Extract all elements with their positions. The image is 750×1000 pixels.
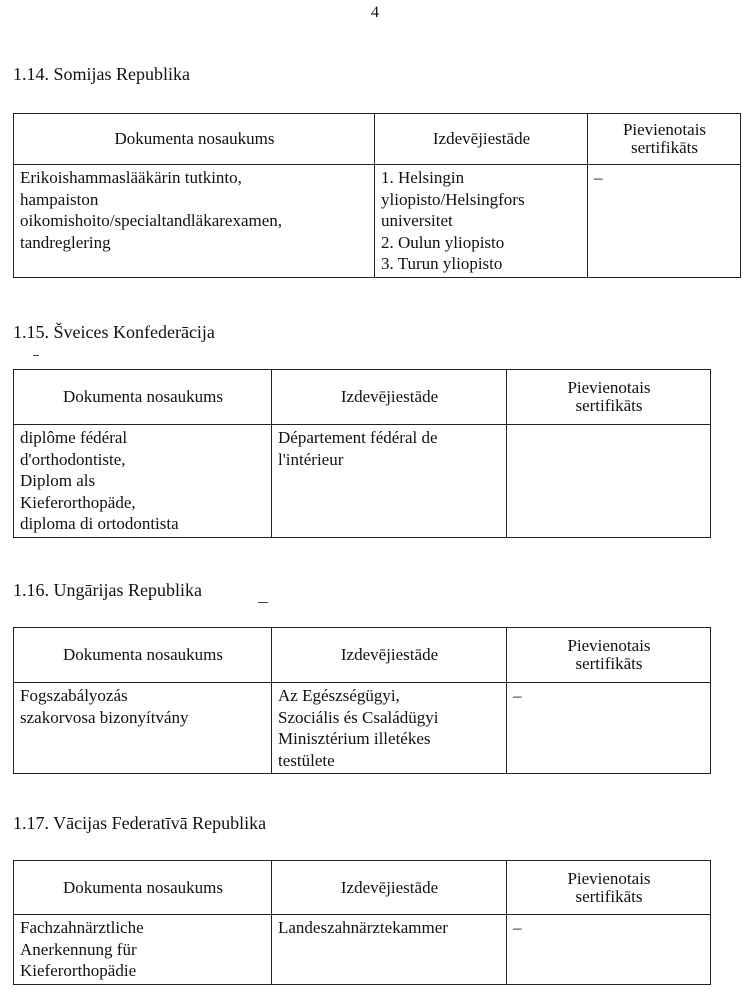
header-certificate-line: Pievienotais (567, 868, 651, 888)
text-line: 1. Helsingin (381, 168, 465, 187)
page-number: 4 (371, 4, 379, 21)
text-line: yliopisto/Helsingfors (381, 189, 525, 209)
text-line: Département fédéral de (278, 428, 438, 447)
text-line: hampaiston (20, 189, 99, 209)
table-hungary (13, 627, 711, 774)
table-header-row (14, 628, 711, 683)
text-line: 3. Turun yliopisto (381, 254, 503, 273)
text-line: 2. Oulun yliopisto (381, 232, 505, 252)
text-line: Az Egészségügyi, (278, 686, 400, 705)
text-line: Fogszabályozás (20, 686, 128, 705)
header-document-name: Dokumenta nosaukums (14, 628, 272, 683)
header-issuer: Izdevējiestāde (272, 628, 507, 683)
text-line: d'orthodontiste, (20, 449, 126, 469)
section-title-switzerland: 1.15. Šveices Konfederācija (13, 322, 215, 342)
table-header-row (14, 861, 711, 915)
header-certificate-line: sertifikāts (575, 886, 643, 906)
header-document-name: Dokumenta nosaukums (14, 114, 375, 165)
section-title-finland: 1.14. Somijas Republika (13, 64, 190, 84)
stray-mark (33, 355, 39, 356)
stray-mark (258, 602, 268, 603)
table-germany (13, 860, 711, 985)
certificate-cell: – (507, 683, 711, 774)
text-line: Landeszahnärztekammer (278, 918, 448, 937)
header-issuer: Izdevējiestāde (272, 861, 507, 915)
header-document-name: Dokumenta nosaukums (14, 861, 272, 915)
section-title-germany: 1.17. Vācijas Federatīvā Republika (13, 813, 267, 833)
table-switzerland (13, 369, 711, 538)
text-line: diplôme fédéral (20, 428, 128, 447)
text-line: Diplom als (20, 471, 96, 490)
header-issuer: Izdevējiestāde (375, 114, 588, 165)
header-certificate (588, 114, 741, 165)
header-document-name: Dokumenta nosaukums (14, 370, 272, 425)
issuer-cell (272, 683, 507, 774)
header-certificate (507, 370, 711, 425)
table-row (14, 425, 711, 538)
certificate-cell (507, 425, 711, 538)
text-line: Kieferorthopäde, (20, 492, 136, 512)
text-line: universitet (381, 211, 453, 230)
table-header-row (14, 114, 741, 165)
table-row (14, 915, 711, 985)
text-line: Erikoishammaslääkärin tutkinto, (20, 168, 242, 187)
text-line: szakorvosa bizonyítvány (20, 707, 189, 727)
header-certificate-line: Pievienotais (567, 378, 651, 397)
text-line: Kieferorthopädie (20, 961, 137, 980)
header-certificate-line: sertifikāts (575, 396, 643, 415)
table-finland (13, 113, 741, 278)
header-certificate-line: Pievienotais (567, 636, 651, 655)
issuer-cell (272, 915, 507, 985)
text-line: Szociális és Családügyi (278, 707, 439, 727)
table-row (14, 165, 741, 278)
text-line: Fachzahnärztliche (20, 918, 144, 937)
table-header-row (14, 370, 711, 425)
table-row (14, 683, 711, 774)
header-certificate-line: sertifikāts (630, 138, 699, 157)
issuer-cell (375, 165, 588, 278)
header-certificate-line: Pievienotais (622, 120, 707, 139)
document-name-cell (14, 683, 272, 774)
text-line: Minisztérium illetékes (278, 729, 431, 748)
text-line: Anerkennung für (20, 939, 137, 959)
header-certificate-line: sertifikāts (575, 654, 643, 673)
certificate-cell: – (588, 165, 741, 278)
text-line: l'intérieur (278, 449, 344, 469)
header-issuer: Izdevējiestāde (272, 370, 507, 425)
header-certificate (507, 628, 711, 683)
text-line: oikomishoito/specialtandläkarexamen, (20, 211, 283, 230)
document-name-cell (14, 165, 375, 278)
section-title-hungary: 1.16. Ungārijas Republika (13, 580, 202, 600)
text-line: tandreglering (20, 232, 111, 252)
document-name-cell (14, 425, 272, 538)
header-certificate (507, 861, 711, 915)
text-line: testülete (278, 750, 335, 770)
certificate-cell: – (507, 915, 711, 985)
issuer-cell (272, 425, 507, 538)
text-line: diploma di ortodontista (20, 514, 179, 533)
document-name-cell (14, 915, 272, 985)
